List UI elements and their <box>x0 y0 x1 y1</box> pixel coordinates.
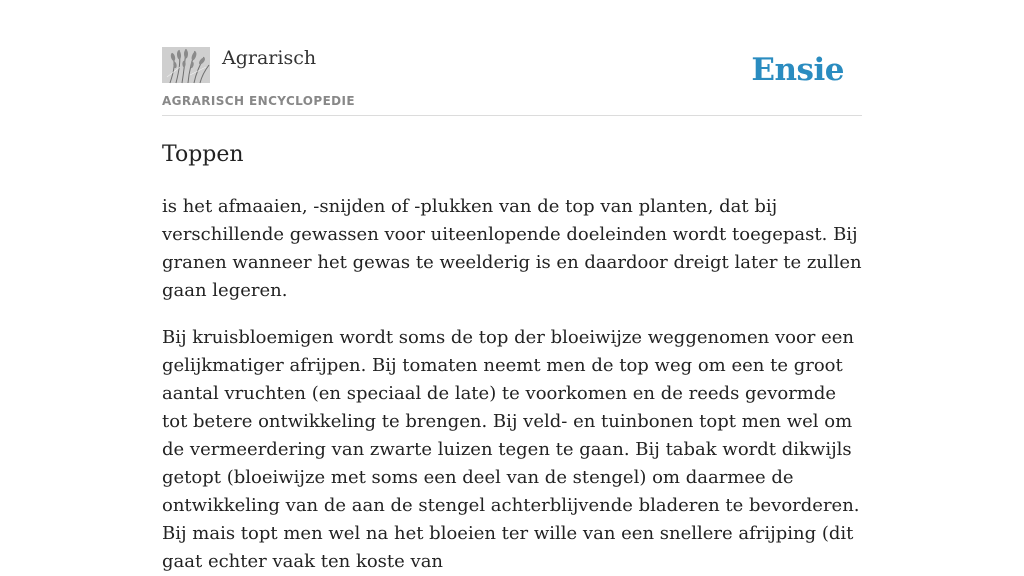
entry-body <box>162 193 862 576</box>
entry-title: Toppen <box>162 142 244 167</box>
entry-paragraph: is het afmaaien, -snijden of -plukken van de top van planten, dat bij verschillende gewassen voor uiteenlopende doeleinden wordt toegepast. Bij granen wanneer het gewas te weelderig is en daardoor dreigt later te zullen gaan legeren. <box>162 196 862 301</box>
source-header <box>162 46 862 116</box>
source-title[interactable]: Agrarisch <box>222 47 317 69</box>
wheat-ears-icon[interactable] <box>162 47 210 83</box>
source-subtitle[interactable]: AGRARISCH ENCYCLOPEDIE <box>162 94 355 108</box>
ensie-logo[interactable]: Ensie <box>751 52 844 88</box>
wheat-ears-illustration <box>162 47 210 83</box>
page <box>162 0 862 576</box>
entry-paragraph: Bij kruisbloemigen wordt soms de top der bloeiwijze weggenomen voor een gelijkmatiger afrijpen. Bij tomaten neemt men de top weg om een te groot aantal vruchten (en speciaal de late) te voorkomen en de reeds gevormde tot betere ontwikkeling te brengen. Bij veld- en tuinbonen topt men wel om de vermeerdering van zwarte luizen tegen te gaan. Bij tabak wordt dikwijls getopt (bloeiwijze met soms een deel van de stengel) om daarmee de ontwikkeling van de aan de stengel achterblijvende bladeren te bevorderen. Bij mais topt men wel na het bloeien ter wille van een snellere afrijping (dit gaat echter vaak ten koste van <box>162 327 860 572</box>
